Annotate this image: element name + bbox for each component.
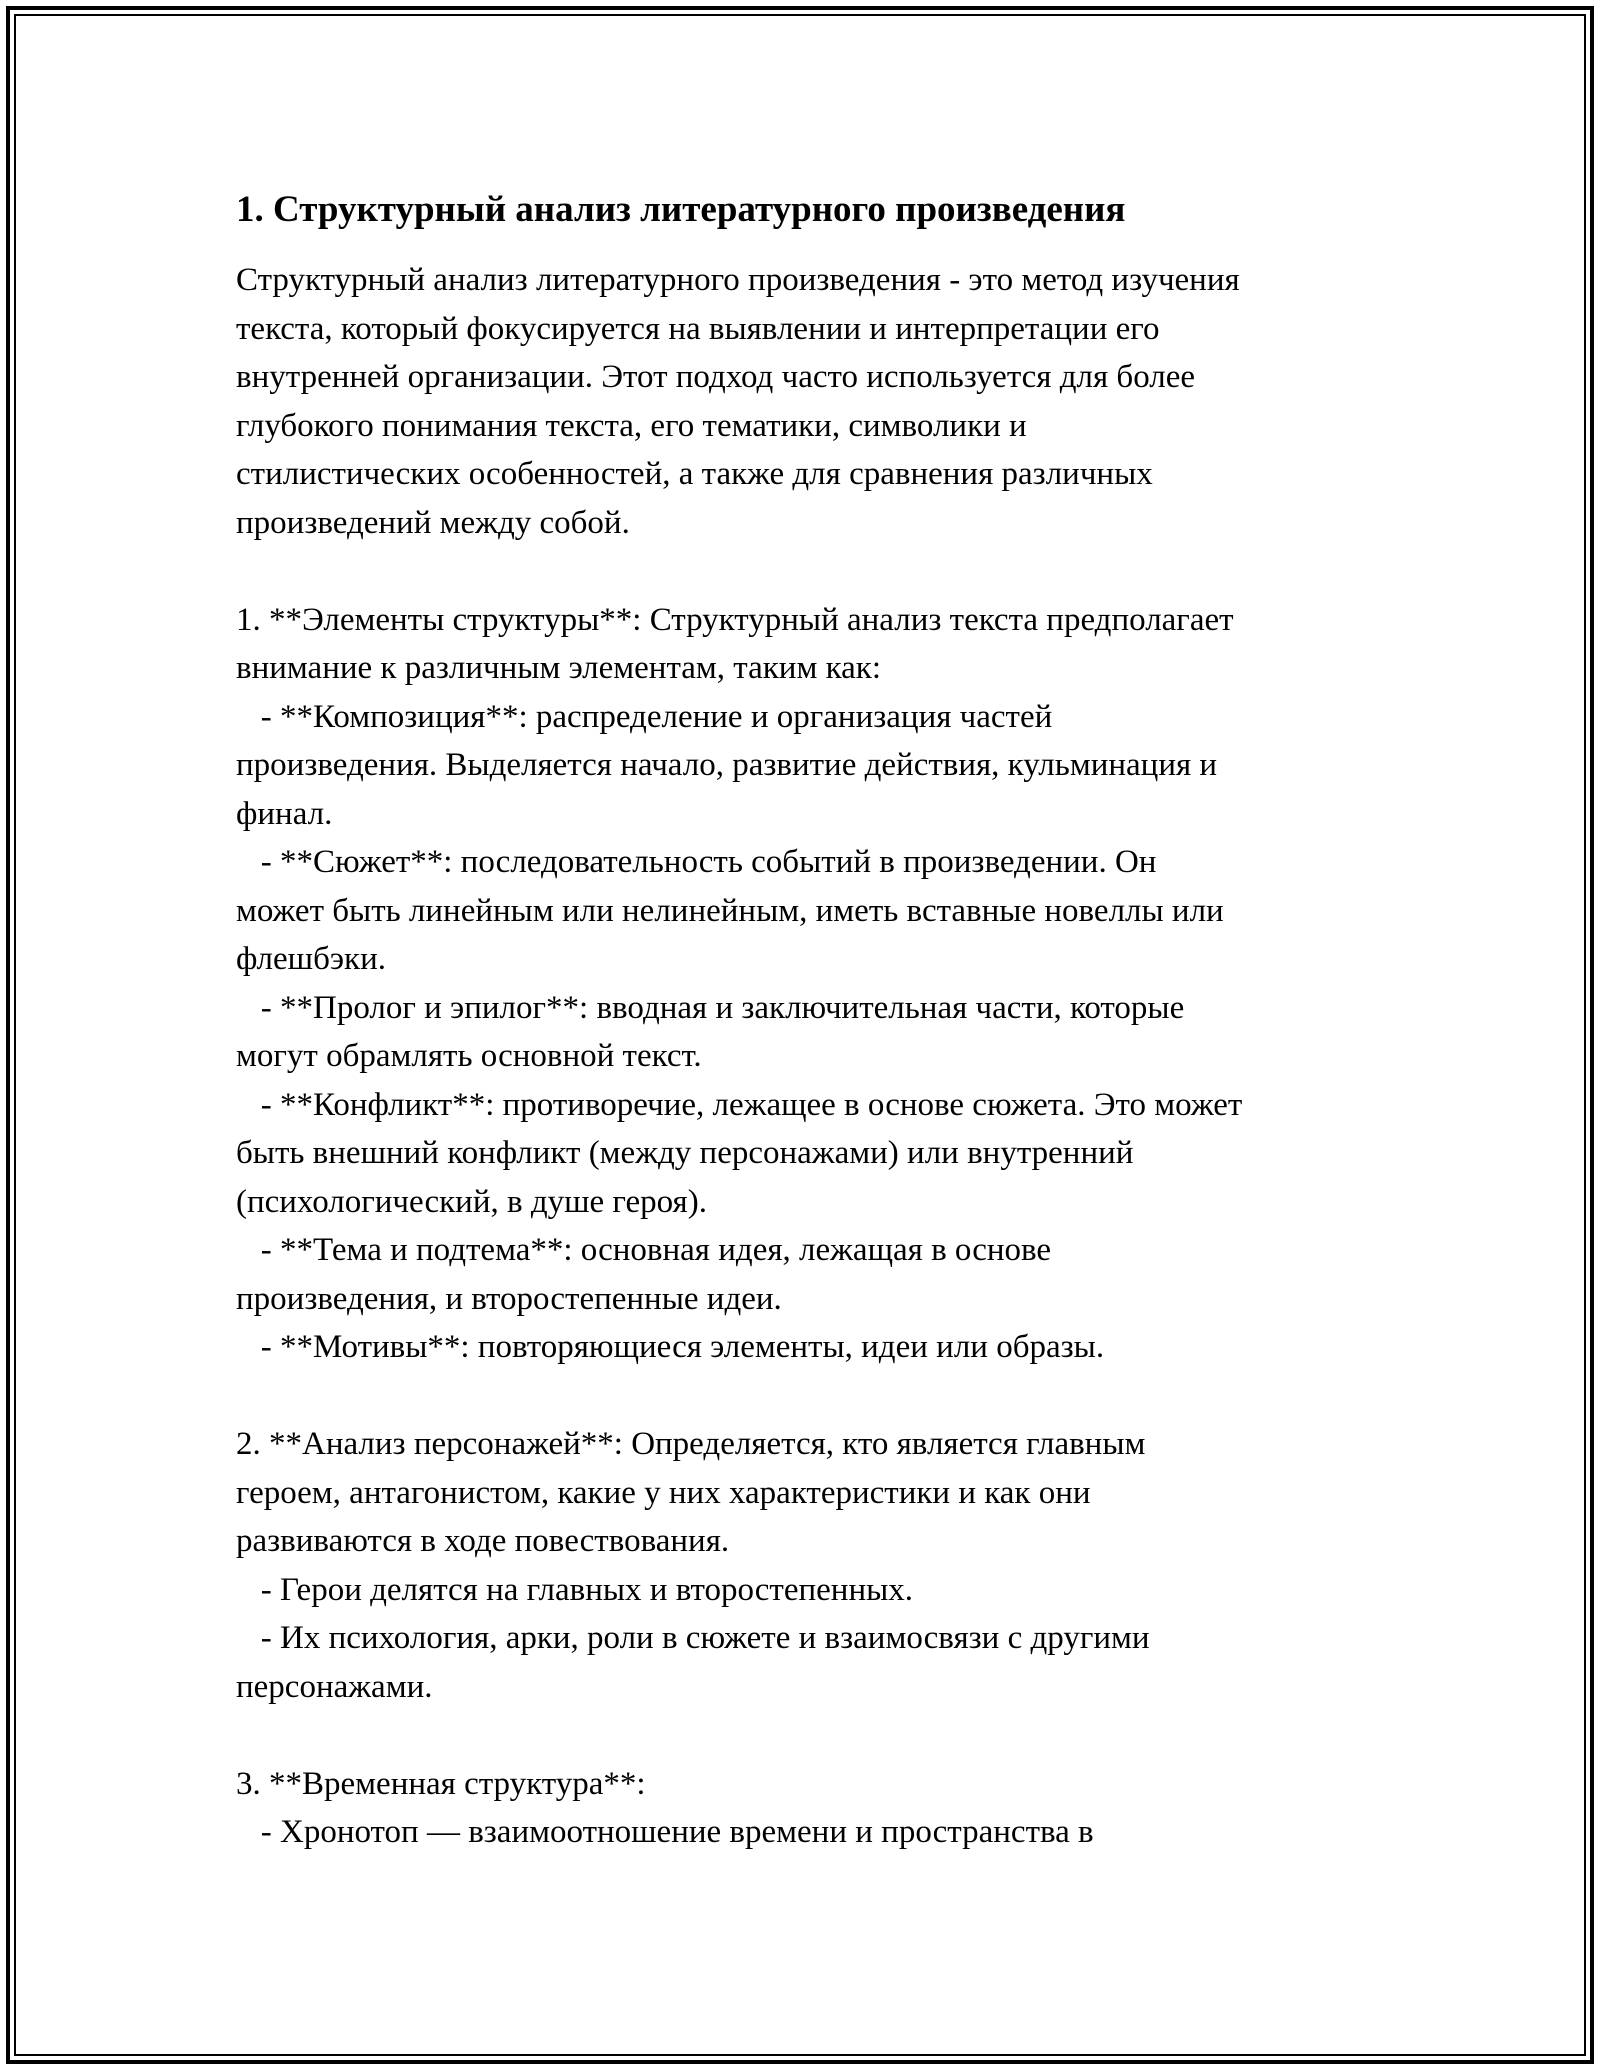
text-line: стилистических особенностей, а также для сравнения различных	[236, 456, 1153, 492]
text-line: финал.	[236, 795, 333, 832]
text-line: 2. **Анализ персонажей**: Определяется, кто является главным	[236, 1426, 1146, 1462]
blank-line	[236, 1372, 1376, 1421]
text-line: - **Конфликт**: противоречие, лежащее в основе сюжета. Это может	[236, 1086, 1243, 1123]
document-body	[236, 188, 1376, 1857]
text-line: текста, который фокусируется на выявлении и интерпретации его	[236, 310, 1160, 347]
text-line: могут обрамлять основной текст.	[236, 1038, 702, 1074]
text-line: флешбэки.	[236, 941, 386, 977]
text-line: - Хронотоп — взаимоотношение времени и пространства в	[236, 1814, 1094, 1850]
text-line: 3. **Временная структура**:	[236, 1765, 646, 1802]
text-line: - Герои делятся на главных и второстепенных.	[236, 1571, 914, 1608]
text-line: произведения. Выделяется начало, развитие действия, кульминация и	[236, 747, 1218, 783]
text-line: - **Мотивы**: повторяющиеся элементы, идеи или образы.	[236, 1329, 1105, 1365]
text-line: внутренней организации. Этот подход часто используется для более	[236, 359, 1196, 395]
text-line: глубокого понимания текста, его тематики, символики и	[236, 407, 1027, 444]
text-line: - **Пролог и эпилог**: вводная и заключительная части, которые	[236, 989, 1185, 1026]
text-line: - **Композиция**: распределение и организация частей	[236, 698, 1053, 735]
blank-line	[236, 1711, 1376, 1760]
text-line: - Их психология, арки, роли в сюжете и взаимосвязи с другими	[236, 1620, 1150, 1656]
text-line: (психологический, в душе героя).	[236, 1183, 707, 1220]
text-line: быть внешний конфликт (между персонажами) или внутренний	[236, 1135, 1134, 1171]
document-text	[236, 256, 1376, 1857]
blank-line	[236, 547, 1376, 596]
text-line: - **Тема и подтема**: основная идея, лежащая в основе	[236, 1232, 1052, 1268]
text-line: 1. **Элементы структуры**: Структурный анализ текста предполагает	[236, 601, 1234, 638]
text-line: произведения, и второстепенные идеи.	[236, 1280, 782, 1317]
text-line: внимание к различным элементам, таким как:	[236, 650, 881, 686]
text-line: - **Сюжет**: последовательность событий в произведении. Он	[236, 844, 1157, 880]
text-line: развиваются в ходе повествования.	[236, 1523, 730, 1559]
text-line: произведений между собой.	[236, 504, 630, 541]
text-line: может быть линейным или нелинейным, иметь вставные новеллы или	[236, 892, 1224, 929]
text-line: героем, антагонистом, какие у них характеристики и как они	[236, 1474, 1091, 1511]
text-line: Структурный анализ литературного произведения - это метод изучения	[236, 262, 1240, 298]
section-heading: 1. Структурный анализ литературного произведения	[236, 189, 1126, 230]
text-line: персонажами.	[236, 1668, 433, 1705]
